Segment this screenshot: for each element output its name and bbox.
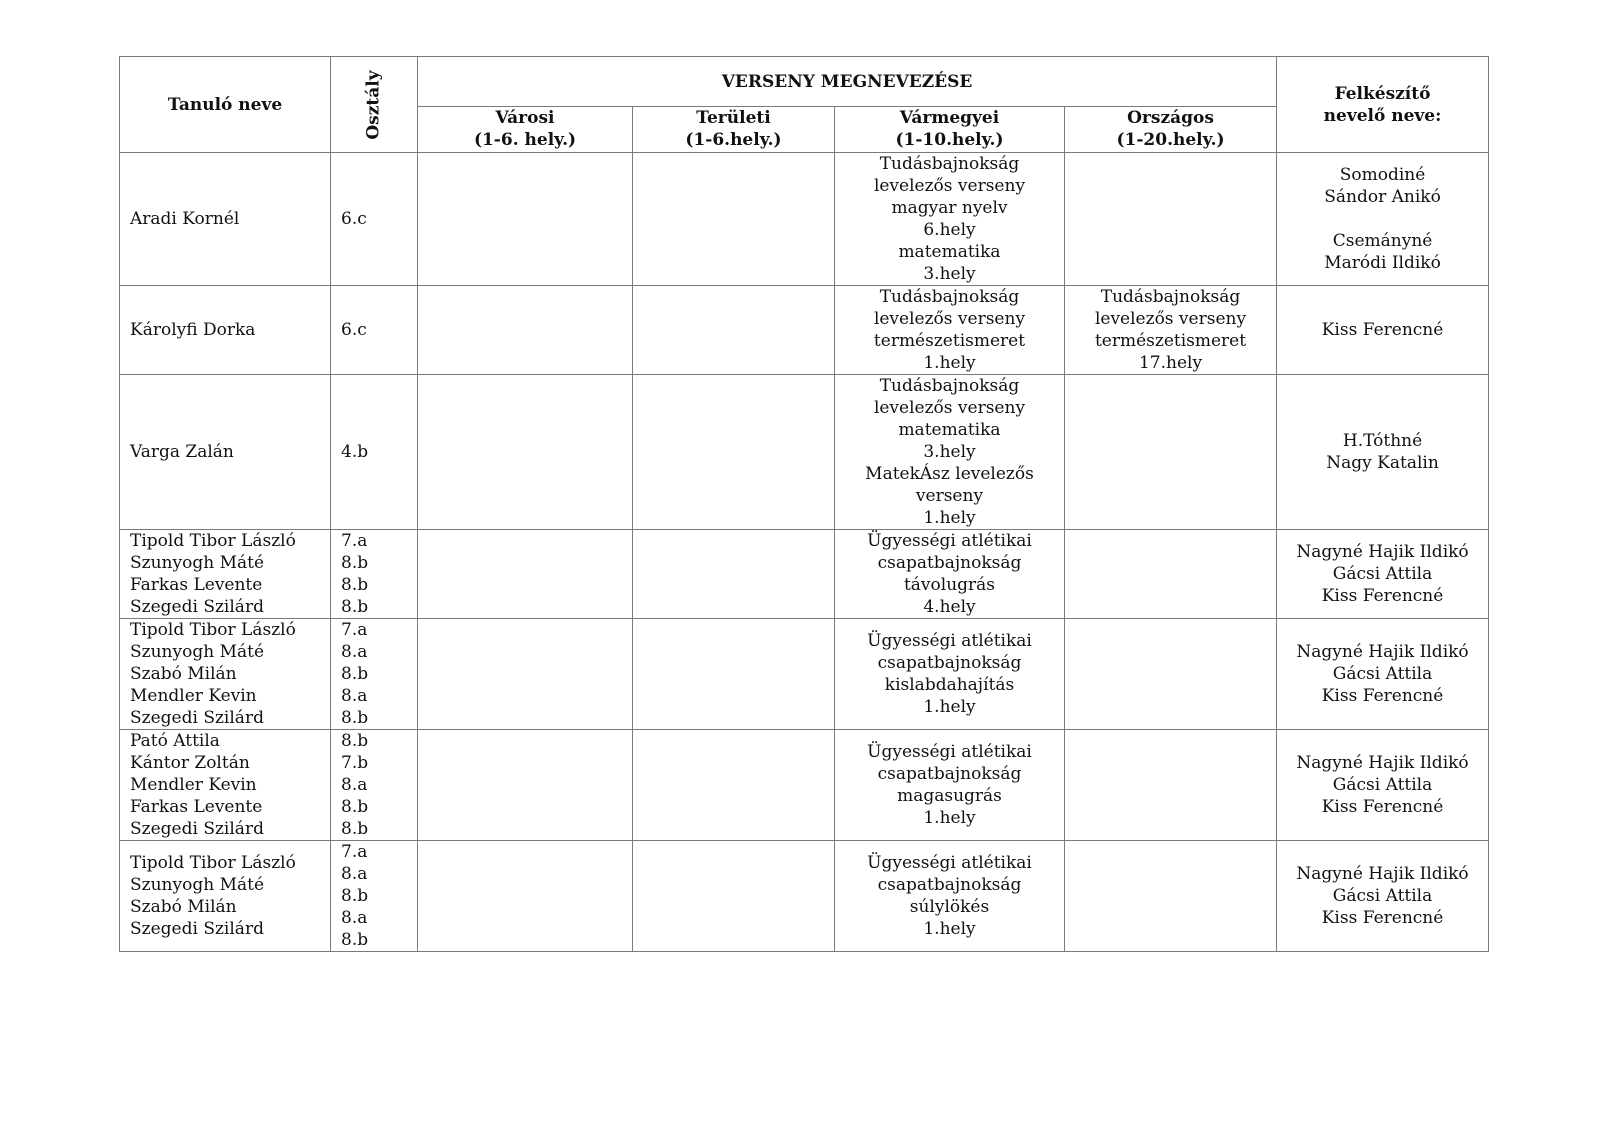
class-cell-line: 6.c xyxy=(341,320,367,340)
teacher-cell xyxy=(1277,730,1489,841)
student-names-cell-line: Szabó Milán xyxy=(130,897,237,917)
class-cell-line: 8.b xyxy=(341,708,369,728)
class-cell-line: 8.b xyxy=(341,819,369,839)
level-name: Országos xyxy=(1127,108,1214,128)
teacher-cell-line: Nagyné Hajik Ildikó xyxy=(1296,542,1469,562)
class-cell-line: 8.a xyxy=(341,908,368,928)
class-cell-line: 8.b xyxy=(341,930,369,950)
student-names-cell xyxy=(120,286,331,375)
table-row xyxy=(120,375,1489,530)
class-cell xyxy=(331,286,418,375)
class-cell-line: 7.b xyxy=(341,753,369,773)
teacher-cell xyxy=(1277,153,1489,286)
student-names-cell-line: Szabó Milán xyxy=(130,664,237,684)
class-cell-line: 8.a xyxy=(341,686,368,706)
class-cell-line: 8.b xyxy=(341,886,369,906)
county-result-cell xyxy=(835,286,1065,375)
county-result-cell-line: 1.hely xyxy=(923,353,976,373)
header-competition: VERSENY MEGNEVEZÉSE xyxy=(418,57,1277,107)
county-result-cell-line: távolugrás xyxy=(903,575,996,595)
class-cell xyxy=(331,375,418,530)
regional-result-cell xyxy=(633,841,835,952)
student-names-cell-line: Szunyogh Máté xyxy=(130,875,265,895)
county-result-cell-line: 1.hely xyxy=(923,808,976,828)
county-result-cell-line: 1.hely xyxy=(923,508,976,528)
city-result-cell xyxy=(418,619,633,730)
national-result-cell-line: 17.hely xyxy=(1138,353,1203,373)
county-result-cell-line: matematika xyxy=(898,420,1001,440)
county-result-cell-line: levelezős verseny xyxy=(873,398,1026,418)
national-result-cell xyxy=(1065,619,1277,730)
county-result-cell-line: 6.hely xyxy=(923,220,976,240)
national-result-cell xyxy=(1065,375,1277,530)
national-result-cell-line: természetismeret xyxy=(1094,331,1247,351)
class-cell-line: 4.b xyxy=(341,442,369,462)
teacher-cell-line: Nagyné Hajik Ildikó xyxy=(1296,753,1469,773)
student-names-cell-line: Farkas Levente xyxy=(130,797,263,817)
city-result-cell xyxy=(418,530,633,619)
regional-result-cell xyxy=(633,375,835,530)
county-result-cell-line: 3.hely xyxy=(923,442,976,462)
regional-result-cell xyxy=(633,153,835,286)
teacher-cell-line: Csemányné xyxy=(1332,231,1433,251)
student-names-cell-line: Károlyfi Dorka xyxy=(130,320,256,340)
teacher-cell xyxy=(1277,619,1489,730)
regional-result-cell xyxy=(633,619,835,730)
county-result-cell-line: levelezős verseny xyxy=(873,309,1026,329)
table-row xyxy=(120,286,1489,375)
county-result-cell-line: verseny xyxy=(915,486,984,506)
student-names-cell xyxy=(120,619,331,730)
table-row xyxy=(120,530,1489,619)
header-level-national xyxy=(1065,107,1277,153)
class-cell-line: 8.b xyxy=(341,575,369,595)
regional-result-cell xyxy=(633,730,835,841)
results-table xyxy=(119,56,1489,952)
level-range: (1-6.hely.) xyxy=(685,130,782,150)
class-cell xyxy=(331,530,418,619)
national-result-cell xyxy=(1065,286,1277,375)
city-result-cell xyxy=(418,286,633,375)
county-result-cell-line: súlylökés xyxy=(909,897,990,917)
student-names-cell xyxy=(120,730,331,841)
county-result-cell-line: csapatbajnokság xyxy=(877,653,1022,673)
student-names-cell-line: Szunyogh Máté xyxy=(130,642,265,662)
county-result-cell-line: levelezős verseny xyxy=(873,176,1026,196)
county-result-cell-line: Tudásbajnokság xyxy=(879,376,1020,396)
class-cell-line: 8.b xyxy=(341,731,369,751)
teacher-cell-line: Kiss Ferencné xyxy=(1321,586,1444,606)
table-body xyxy=(120,153,1489,952)
student-names-cell xyxy=(120,153,331,286)
table-row xyxy=(120,619,1489,730)
county-result-cell-line: csapatbajnokság xyxy=(877,764,1022,784)
class-cell-line: 7.a xyxy=(341,620,368,640)
county-result-cell-line: természetismeret xyxy=(873,331,1026,351)
county-result-cell-line: Ügyességi atlétikai xyxy=(867,853,1032,873)
teacher-cell-line: Gácsi Attila xyxy=(1332,775,1433,795)
table-header xyxy=(120,57,1489,153)
table-row xyxy=(120,153,1489,286)
class-cell-line: 8.a xyxy=(341,775,368,795)
county-result-cell-line: Ügyességi atlétikai xyxy=(867,631,1032,651)
student-names-cell-line: Tipold Tibor László xyxy=(130,853,296,873)
table-row xyxy=(120,730,1489,841)
header-student-name: Tanuló neve xyxy=(120,57,331,153)
national-result-cell xyxy=(1065,730,1277,841)
county-result-cell-line: 1.hely xyxy=(923,697,976,717)
student-names-cell-line: Szunyogh Máté xyxy=(130,553,265,573)
level-range: (1-6. hely.) xyxy=(473,130,577,150)
county-result-cell xyxy=(835,375,1065,530)
level-name: Vármegyei xyxy=(899,108,1000,128)
county-result-cell xyxy=(835,841,1065,952)
student-names-cell-line: Tipold Tibor László xyxy=(130,620,296,640)
county-result-cell-line: Tudásbajnokság xyxy=(879,287,1020,307)
teacher-cell-line: Gácsi Attila xyxy=(1332,886,1433,906)
header-teacher xyxy=(1277,57,1489,153)
teacher-cell-line xyxy=(1277,208,1488,230)
student-names-cell-line: Mendler Kevin xyxy=(130,686,257,706)
county-result-cell-line: magasugrás xyxy=(897,786,1002,806)
teacher-cell-line: Kiss Ferencné xyxy=(1321,908,1444,928)
county-result-cell-line: 4.hely xyxy=(923,597,976,617)
student-names-cell-line: Farkas Levente xyxy=(130,575,263,595)
regional-result-cell xyxy=(633,530,835,619)
class-cell-line: 8.a xyxy=(341,864,368,884)
county-result-cell-line: Tudásbajnokság xyxy=(879,154,1020,174)
teacher-cell-line: Kiss Ferencné xyxy=(1321,686,1444,706)
student-names-cell-line: Szegedi Szilárd xyxy=(130,708,264,728)
student-names-cell-line: Szegedi Szilárd xyxy=(130,819,264,839)
teacher-cell-line: Nagyné Hajik Ildikó xyxy=(1296,642,1469,662)
county-result-cell-line: 1.hely xyxy=(923,919,976,939)
county-result-cell xyxy=(835,730,1065,841)
class-cell-line: 8.a xyxy=(341,642,368,662)
teacher-cell-line: Nagy Katalin xyxy=(1326,453,1439,473)
student-names-cell-line: Szegedi Szilárd xyxy=(130,919,264,939)
city-result-cell xyxy=(418,375,633,530)
header-class xyxy=(331,57,418,153)
regional-result-cell xyxy=(633,286,835,375)
teacher-cell-line: Maródi Ildikó xyxy=(1324,253,1441,273)
student-names-cell-line: Szegedi Szilárd xyxy=(130,597,264,617)
student-names-cell xyxy=(120,375,331,530)
header-level-regional xyxy=(633,107,835,153)
class-cell-line: 6.c xyxy=(341,209,367,229)
student-names-cell xyxy=(120,530,331,619)
header-teacher-line1: Felkészítő xyxy=(1334,83,1431,104)
teacher-cell-line: Nagyné Hajik Ildikó xyxy=(1296,864,1469,884)
level-name: Területi xyxy=(696,108,771,128)
county-result-cell xyxy=(835,153,1065,286)
city-result-cell xyxy=(418,841,633,952)
student-names-cell-line: Aradi Kornél xyxy=(130,209,240,229)
teacher-cell-line: Kiss Ferencné xyxy=(1321,797,1444,817)
teacher-cell xyxy=(1277,375,1489,530)
national-result-cell xyxy=(1065,841,1277,952)
county-result-cell-line: magyar nyelv xyxy=(891,198,1008,218)
county-result-cell-line: matematika xyxy=(898,242,1001,262)
teacher-cell xyxy=(1277,841,1489,952)
county-result-cell-line: csapatbajnokság xyxy=(877,553,1022,573)
header-level-city xyxy=(418,107,633,153)
teacher-cell-line: Sándor Anikó xyxy=(1324,187,1441,207)
level-range: (1-10.hely.) xyxy=(895,130,1004,150)
national-result-cell xyxy=(1065,153,1277,286)
class-cell xyxy=(331,153,418,286)
class-cell xyxy=(331,619,418,730)
student-names-cell-line: Tipold Tibor László xyxy=(130,531,296,551)
level-range: (1-20.hely.) xyxy=(1116,130,1225,150)
class-cell-line: 7.a xyxy=(341,531,368,551)
county-result-cell-line: Ügyességi atlétikai xyxy=(867,531,1032,551)
teacher-cell xyxy=(1277,530,1489,619)
header-class-label: Osztály xyxy=(364,69,384,140)
teacher-cell-line: Gácsi Attila xyxy=(1332,664,1433,684)
county-result-cell xyxy=(835,619,1065,730)
teacher-cell xyxy=(1277,286,1489,375)
student-names-cell-line: Varga Zalán xyxy=(130,442,234,462)
county-result-cell-line: MatekÁsz levelezős xyxy=(865,464,1034,484)
level-name: Városi xyxy=(495,108,555,128)
student-names-cell-line: Kántor Zoltán xyxy=(130,753,250,773)
national-result-cell-line: Tudásbajnokság xyxy=(1100,287,1241,307)
class-cell-line: 8.b xyxy=(341,664,369,684)
city-result-cell xyxy=(418,153,633,286)
student-names-cell-line: Mendler Kevin xyxy=(130,775,257,795)
teacher-cell-line: H.Tóthné xyxy=(1342,431,1423,451)
class-cell xyxy=(331,730,418,841)
county-result-cell-line: kislabdahajítás xyxy=(884,675,1015,695)
header-level-county xyxy=(835,107,1065,153)
class-cell xyxy=(331,841,418,952)
city-result-cell xyxy=(418,730,633,841)
county-result-cell-line: 3.hely xyxy=(923,264,976,284)
student-names-cell xyxy=(120,841,331,952)
class-cell-line: 7.a xyxy=(341,842,368,862)
county-result-cell xyxy=(835,530,1065,619)
header-teacher-line2: nevelő neve: xyxy=(1323,105,1442,126)
class-cell-line: 8.b xyxy=(341,553,369,573)
class-cell-line: 8.b xyxy=(341,797,369,817)
teacher-cell-line: Kiss Ferencné xyxy=(1321,320,1444,340)
table-row xyxy=(120,841,1489,952)
county-result-cell-line: Ügyességi atlétikai xyxy=(867,742,1032,762)
class-cell-line: 8.b xyxy=(341,597,369,617)
county-result-cell-line: csapatbajnokság xyxy=(877,875,1022,895)
teacher-cell-line: Somodiné xyxy=(1339,165,1426,185)
teacher-cell-line: Gácsi Attila xyxy=(1332,564,1433,584)
national-result-cell xyxy=(1065,530,1277,619)
student-names-cell-line: Pató Attila xyxy=(130,731,220,751)
national-result-cell-line: levelezős verseny xyxy=(1094,309,1247,329)
